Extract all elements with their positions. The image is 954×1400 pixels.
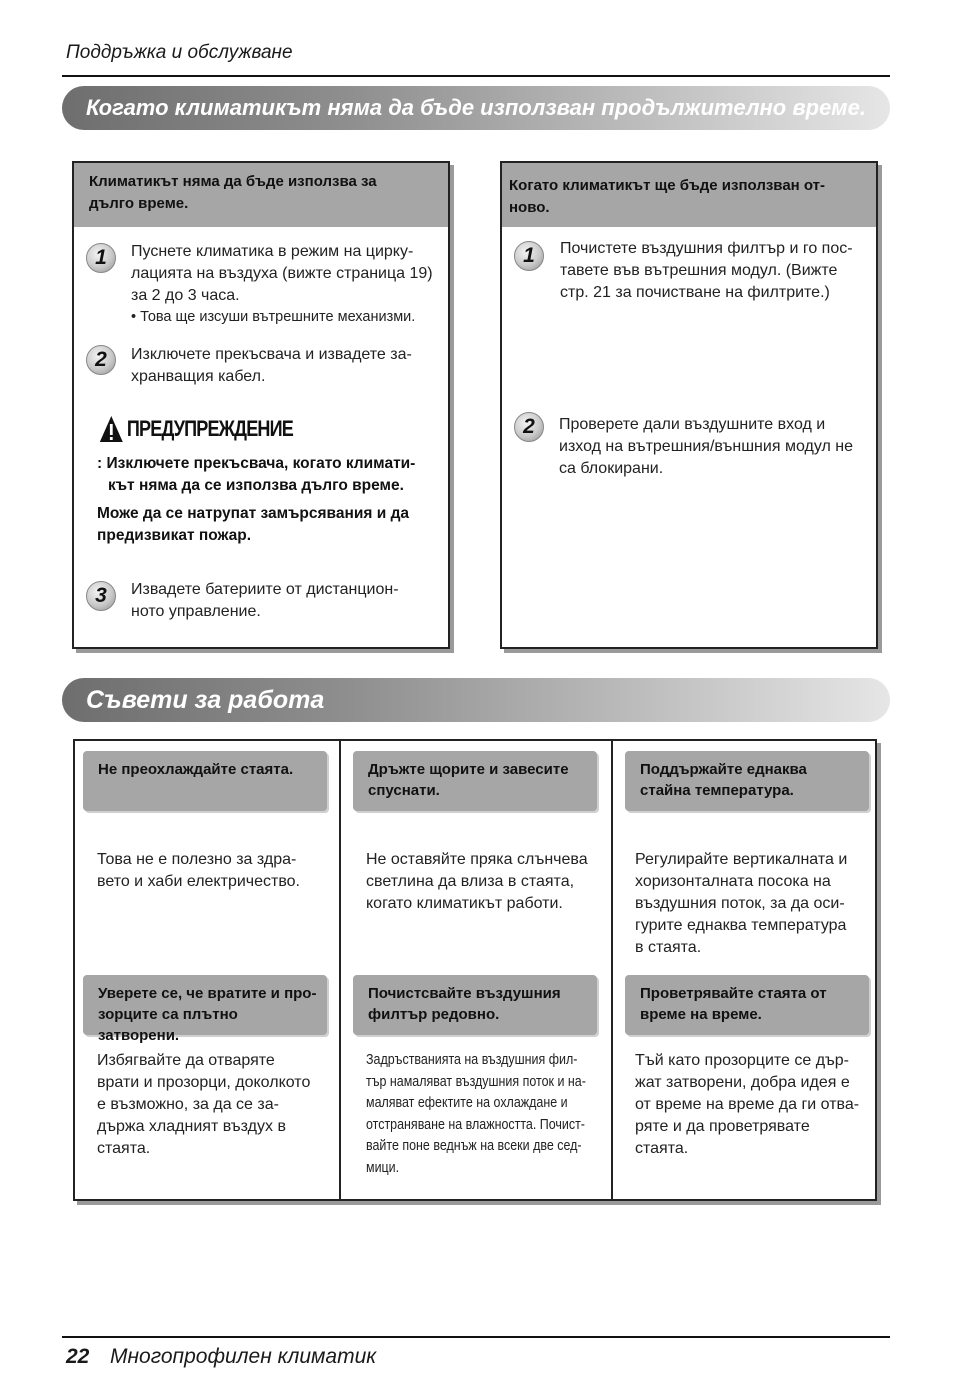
tip-text <box>635 1050 873 1160</box>
step-line: Проверете дали въздушните вход и <box>559 416 826 433</box>
heading-line: Когато климатикът ще бъде използван от- <box>509 177 826 194</box>
warning-line: Може да се натрупат замърсявания и да <box>97 505 410 522</box>
reuse-heading <box>502 163 876 227</box>
tip-heading <box>83 975 327 1044</box>
tip-line: Не оставяйте пряка слънчева <box>366 851 588 868</box>
tip-line: гурите еднаква температура <box>635 917 847 934</box>
tip-line: тър намаляват въздушния поток и на- <box>366 1073 586 1090</box>
step-line: Извадете батериите от дистанцион- <box>131 581 399 598</box>
tip-line: Това не е полезно за здра- <box>97 851 297 868</box>
step-text <box>560 238 875 304</box>
tip-text <box>97 849 332 893</box>
tip-text <box>366 849 606 915</box>
tip-heading-line: време на време. <box>640 1006 762 1023</box>
heading-line: ново. <box>509 199 550 216</box>
tip-heading-line: Уверете се, че вратите и про- <box>98 985 317 1002</box>
tip-line: Регулирайте вертикалната и <box>635 851 848 868</box>
section-header-title: Поддръжка и обслужване <box>66 42 293 63</box>
warning-line: : Изключете прекъсвача, когато климати- <box>97 455 416 472</box>
operation-tips-table <box>73 739 877 1201</box>
tip-line: маляват ефектите на охлаждане и <box>366 1095 568 1111</box>
step-line: Почистете въздушния филтър и го пос- <box>560 240 853 257</box>
step-number-badge: 1 <box>86 243 116 273</box>
banner-long-term-text: Когато климатикът няма да бъде използван продължително време. <box>86 95 866 120</box>
step-number-badge: 2 <box>86 345 116 375</box>
step-line: изход на вътрешния/външния модул не <box>559 438 853 455</box>
warning-line: предизвикат пожар. <box>97 527 252 544</box>
warning-triangle-icon <box>99 415 124 443</box>
tip-line: Избягвайте да отваряте <box>97 1052 275 1069</box>
tip-line: вето и хаби електричество. <box>97 873 300 890</box>
step-line: са блокирани. <box>559 460 664 477</box>
tip-line: светлина да влиза в стаята, <box>366 873 575 890</box>
step-line: хранващия кабел. <box>131 368 266 385</box>
tip-line: врати и прозорци, доколкото <box>97 1074 311 1091</box>
step-bullet-note: • Това ще изсуши вътрешните механизми. <box>131 309 416 325</box>
reuse-box <box>500 161 878 649</box>
tip-line: е възможно, за да се за- <box>97 1096 279 1113</box>
heading-line: дълго време. <box>89 195 189 212</box>
tip-line: хоризонталната посока на <box>635 873 831 890</box>
tip-line: държа хладният въздух в <box>97 1118 286 1135</box>
step-text <box>131 579 446 623</box>
tip-line: стаята. <box>635 1140 689 1157</box>
section-banner-tips <box>62 678 890 722</box>
tip-line: ряте и да проветрявате <box>635 1118 810 1135</box>
tip-heading-line: филтър редовно. <box>368 1006 500 1023</box>
footer-title: Многопрофилен климатик <box>110 1345 377 1368</box>
tip-heading-line: Дръжте щорите и завесите <box>368 761 569 778</box>
tip-text <box>635 849 873 959</box>
tip-heading-line: Поддържайте еднаква <box>640 761 807 778</box>
warning-title <box>99 415 293 443</box>
tip-line: вайте поне веднъж на всеки две сед- <box>366 1138 582 1154</box>
tip-heading-line: спуснати. <box>368 782 440 799</box>
header-rule <box>62 75 890 77</box>
tip-heading-line: Не преохлаждайте стаята. <box>98 761 294 778</box>
warning-text <box>97 453 447 547</box>
step-number-badge: 2 <box>514 412 544 442</box>
tip-heading-line: Проветрявайте стаята от <box>640 985 827 1002</box>
tip-text <box>366 1050 598 1179</box>
section-banner-long-term <box>62 86 890 130</box>
step-line: стр. 21 за почистване на филтрите.) <box>560 284 830 301</box>
warning-line: кът няма да се използва дълго време. <box>108 477 404 494</box>
tip-line: отстраняване на влажността. Почист- <box>366 1116 585 1133</box>
tip-line: от време на време да ги отва- <box>635 1096 860 1113</box>
tip-line: когато климатикът работи. <box>366 895 563 912</box>
tip-heading <box>625 751 869 811</box>
step-line: тавете във вътрешния модул. (Вижте <box>560 262 838 279</box>
tip-heading <box>83 751 327 811</box>
tip-line: въздушния поток, за да оси- <box>635 895 845 912</box>
tip-heading <box>625 975 869 1035</box>
column-divider <box>611 741 613 1199</box>
step-line: лацията на въздуха (вижте страница 19) <box>131 265 433 282</box>
step-text <box>559 414 874 480</box>
tip-line: мици. <box>366 1159 400 1176</box>
footer-rule <box>62 1336 890 1338</box>
step-number-badge: 3 <box>86 581 116 611</box>
step-text <box>131 344 446 388</box>
step-line: ното управление. <box>131 603 261 620</box>
warning-title-text: ПРЕДУПРЕЖДЕНИЕ <box>126 416 293 441</box>
column-divider <box>339 741 341 1199</box>
step-text <box>131 241 446 307</box>
long-term-storage-box <box>72 161 450 649</box>
page-number: 22 <box>66 1345 90 1368</box>
tip-line: в стаята. <box>635 939 702 956</box>
banner-tips-text: Съвети за работа <box>86 685 325 714</box>
tip-text <box>97 1050 332 1160</box>
long-term-storage-heading <box>74 163 448 227</box>
step-number-badge: 1 <box>514 241 544 271</box>
heading-line: Климатикът няма да бъде използва за <box>89 173 377 190</box>
tip-line: Задръстванията на въздушния фил- <box>366 1052 578 1068</box>
tip-heading-line: зорците са плътно затворени. <box>98 1006 238 1044</box>
tip-line: стаята. <box>97 1140 151 1157</box>
tip-heading <box>353 751 597 811</box>
tip-heading-line: стайна температура. <box>640 782 794 799</box>
step-line: Изключете прекъсвача и извадете за- <box>131 346 412 363</box>
tip-heading <box>353 975 597 1035</box>
step-line: за 2 до 3 часа. <box>131 287 240 304</box>
tip-line: Тъй като прозорците се дър- <box>635 1052 849 1069</box>
tip-heading-line: Почистсвайте въздушния <box>368 985 561 1002</box>
step-line: Пуснете климатика в режим на цирку- <box>131 243 414 260</box>
tip-line: жат затворени, добра идея е <box>635 1074 850 1091</box>
